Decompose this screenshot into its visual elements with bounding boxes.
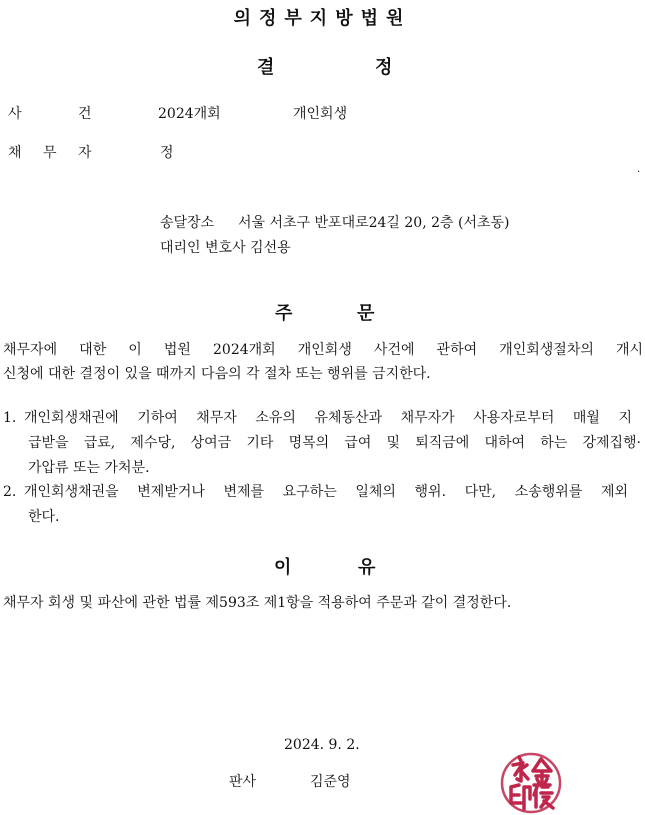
reason-text: 채무자 회생 및 파산에 관한 법률 제593조 제1항을 적용하여 주문과 같이 결정한다. (3, 595, 512, 611)
title-char-1: 결 (257, 57, 275, 78)
case-label-char-1: 사 (8, 106, 22, 122)
service-address: 서울 서초구 반포대로24길 20, 2층 (서초동) (238, 215, 510, 231)
court-name: 의정부지방법원 (233, 8, 412, 29)
order-intro-line-1: 채무자에 대한 이 법원 2024개회 개인회생 사건에 관하여 개인회생절차의 개시 (3, 342, 643, 358)
debtor-name: 정 (160, 145, 174, 161)
margin-mark: . (637, 164, 641, 175)
order-item-1-line-2: 급받을 급료, 제수당, 상여금 기타 명목의 급여 및 퇴직금에 대하여 하는 강제집행· (28, 435, 641, 451)
debtor-label-char-1: 채 (8, 145, 22, 161)
case-label-char-2: 건 (78, 106, 92, 122)
reason-heading-char-1: 이 (274, 557, 292, 578)
order-item-1-line-3: 가압류 또는 가처분. (28, 460, 150, 476)
order-item-2-line-1: 개인회생채권을 변제받거나 변제를 요구하는 일체의 행위. 다만, 소송행위를 제외 (24, 484, 628, 500)
order-item-1-number: 1. (3, 410, 17, 426)
service-agent: 대리인 변호사 김선용 (160, 240, 291, 256)
debtor-label-char-2: 무 (43, 145, 57, 161)
judge-title: 판사 (229, 774, 257, 790)
order-intro-line-2: 신청에 대한 결정이 있을 때까지 다음의 각 절차 또는 행위를 금지한다. (3, 366, 431, 382)
order-heading-char-2: 문 (357, 303, 375, 324)
title-char-2: 정 (375, 57, 393, 78)
reason-heading-char-2: 유 (358, 557, 376, 578)
service-address-label: 송달장소 (160, 215, 215, 231)
order-item-1-line-1: 개인회생채권에 기하여 채무자 소유의 유체동산과 채무자가 사용자로부터 매월 지 (24, 410, 632, 426)
order-item-2-line-2: 한다. (28, 509, 60, 525)
order-heading-char-1: 주 (275, 303, 293, 324)
case-number: 2024개회 (158, 106, 221, 122)
judge-seal-stamp (497, 749, 565, 815)
debtor-label-char-3: 자 (78, 145, 92, 161)
case-name: 개인회생 (293, 106, 348, 122)
judge-name: 김준영 (310, 774, 351, 790)
order-item-2-number: 2. (3, 484, 17, 500)
decision-date: 2024. 9. 2. (284, 737, 360, 753)
